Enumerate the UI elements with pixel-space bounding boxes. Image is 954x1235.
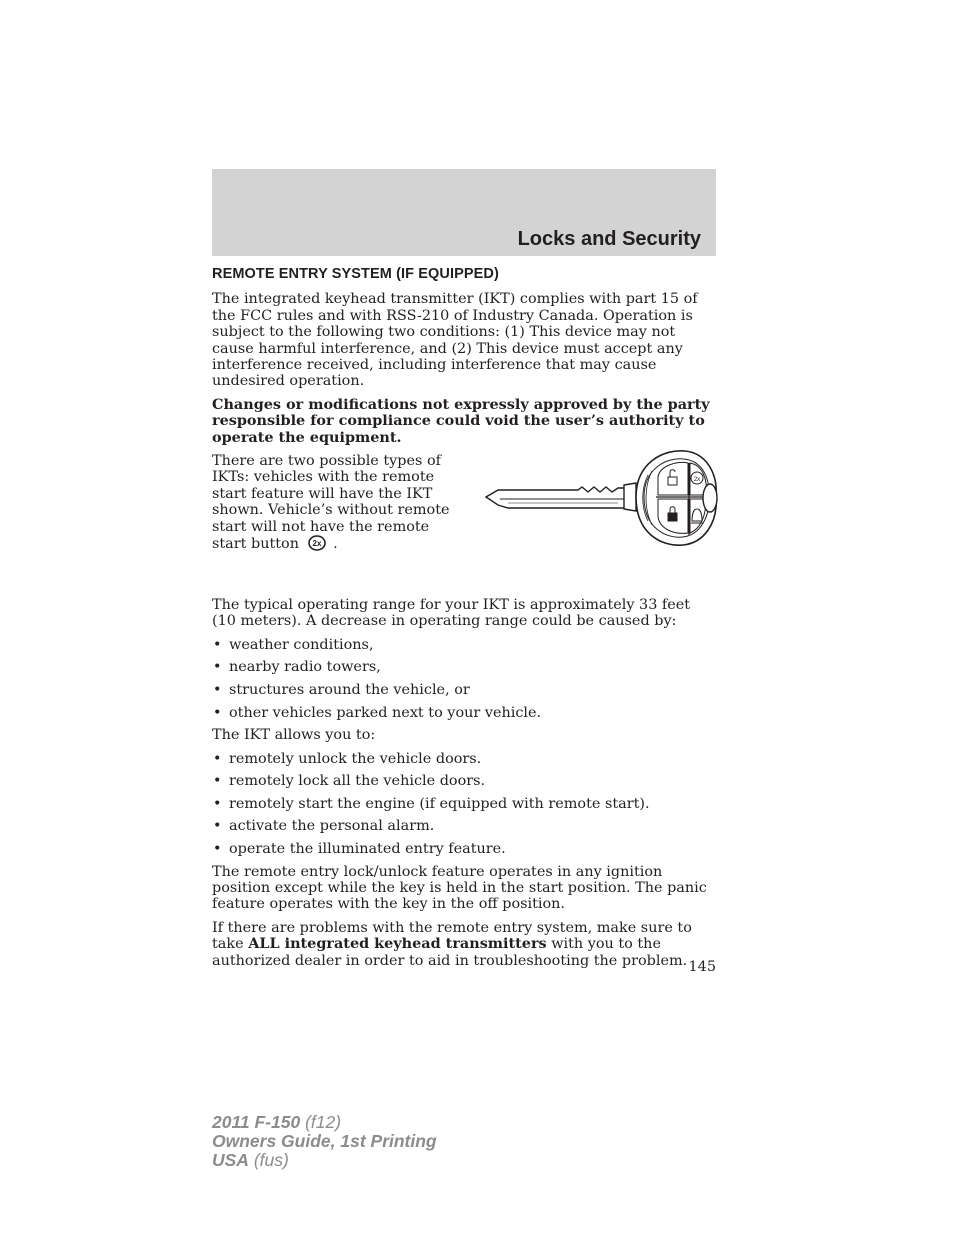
footer-code: (f12) (300, 1112, 342, 1132)
footer-market-code: (fus) (248, 1150, 289, 1170)
allows-paragraph: The IKT allows you to: (212, 727, 376, 744)
page-content (212, 266, 716, 976)
footer-guide: Owners Guide, 1st Printing (212, 1131, 437, 1151)
ikt-types-block (212, 453, 716, 573)
list-item: • weather conditions, (212, 637, 716, 653)
remote-start-icon-label: 2x (312, 539, 321, 549)
page-number: 145 (688, 959, 716, 975)
ikt-types-paragraph (212, 453, 462, 555)
list-item: • operate the illuminated entry feature. (212, 841, 716, 857)
fcc-paragraph: The integrated keyhead transmitter (IKT) complies with part 15 of the FCC rules and with RSS-210 of Industry Canada. Operation is subject to the following two conditions: (1) This device may not cause harmful interference, and (2) This device must accept any interference received, including interference that may cause undesired operation. (212, 291, 698, 390)
problems-text-pre: If there are problems with the remote entry system, make sure to take (212, 919, 692, 953)
ikt-types-text: There are two possible types of IKTs: vehicles with the remote start feature will have the IKT shown. Vehicle’s without remote start will not have the remote start button (212, 453, 450, 553)
allows-list (212, 751, 716, 858)
list-item: • structures around the vehicle, or (212, 682, 716, 698)
chapter-title: Locks and Security (517, 228, 701, 250)
footer-model: 2011 F-150 (212, 1112, 301, 1132)
range-list (212, 637, 716, 721)
problems-text-bold: ALL integrated keyhead transmitters (248, 935, 547, 953)
section-header-band (212, 169, 716, 256)
footer-market: USA (212, 1150, 249, 1170)
section-heading: REMOTE ENTRY SYSTEM (IF EQUIPPED) (212, 266, 499, 282)
remote-start-button-icon (307, 535, 327, 555)
list-item: • other vehicles parked next to your vehicle. (212, 705, 716, 721)
warning-paragraph: Changes or modifications not expressly approved by the party responsible for compliance could void the user’s authority to operate the equipment. (212, 395, 710, 446)
range-paragraph: The typical operating range for your IKT is approximately 33 feet (10 meters). A decrease in operating range could be caused by: (212, 597, 691, 630)
svg-text:2x: 2x (693, 477, 701, 484)
list-item: • remotely unlock the vehicle doors. (212, 751, 716, 767)
lock-unlock-paragraph: The remote entry lock/unlock feature operates in any ignition position except while the key is held in the start position. The panic feature operates with the key in the off position. (212, 863, 707, 913)
footer-line-2 (212, 1132, 437, 1151)
problems-text-post: with you to the authorized dealer in order to aid in troubleshooting the problem. (212, 936, 688, 969)
ikt-types-end: . (333, 536, 338, 553)
list-item: • nearby radio towers, (212, 659, 716, 675)
list-item: • remotely start the engine (if equipped with remote start). (212, 796, 716, 812)
list-item: • remotely lock all the vehicle doors. (212, 773, 716, 789)
key-fob-illustration (478, 445, 718, 555)
problems-paragraph (212, 920, 716, 969)
list-item: • activate the personal alarm. (212, 818, 716, 834)
footer (212, 1113, 437, 1170)
footer-line-3 (212, 1151, 437, 1170)
footer-line-1 (212, 1113, 437, 1132)
